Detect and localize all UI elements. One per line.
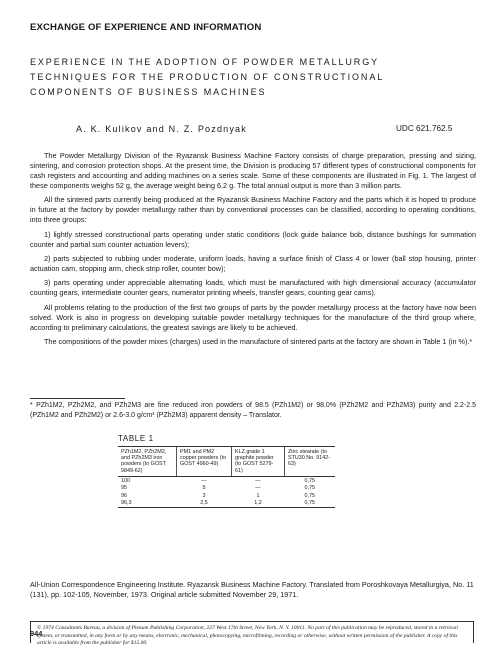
body-paragraph: All the sintered parts currently being produced at the Ryazansk Business Machine Factory and the parts which it is hoped to produce in future at the factory by powder metallurgy rather than by conventional processes can be classified, according to operating conditions, into three groups: bbox=[30, 195, 476, 225]
table-row bbox=[118, 492, 335, 500]
translator-footnote: * PZh1M2, PZh2M2, and PZh2M3 are fine reduced iron powders of 98.5 (PZh1M2) or 98.0% (PZh2M2 and PZh2M3) purity and 2.2-2.5 (PZh1M2 and PZh2M2) or 2.6-3.0 g/cm³ (PZh2M3) apparent density – Translator. bbox=[30, 402, 476, 419]
table-cell: — bbox=[201, 477, 207, 484]
table-row bbox=[118, 476, 335, 484]
body-paragraph: 1) lightly stressed constructional parts operating under static conditions (lock guide balance bob, distance bushings for summation counter and partial sum counter actuation levers); bbox=[30, 229, 476, 249]
udc-code: UDC 621.762.5 bbox=[396, 124, 453, 133]
body-paragraph: All problems relating to the production of the first two groups of parts by the powder metallurgy process at the factory have now been solved. Work is also in progress on developing suitable powder metallurgy techniques for the manufacture of the third group where, according to preliminary calculations, the greatest savings are likely to be achieved. bbox=[30, 302, 476, 332]
copyright-box: © 1974 Consultants Bureau, a division of Plenum Publishing Corporation, 227 West 17th Street, New York, N. Y. 10011. No part of this publication may be reproduced, stored in a retrieval system, or transmitted, in any form or by any means, electronic, mechanical, photocopying, microfilming, recording or otherwise, without written permission of the publisher. A copy of this article is available from the publisher for $15.00. bbox=[30, 621, 474, 643]
table-cell: 0,75 bbox=[304, 477, 315, 484]
table-cell: 96,3 bbox=[118, 500, 177, 508]
article-body bbox=[30, 151, 476, 351]
affiliation-note: All-Union Correspondence Engineering Institute. Ryazansk Business Machine Factory. Translated from Poroshkovaya Metallurgiya, No. 11 (131), pp. 102-105, November, 1973. Original article submitted November 29, 1971. bbox=[30, 580, 474, 600]
table-cell: — bbox=[255, 477, 261, 484]
body-paragraph: 3) parts operating under appreciable alternating loads, which must be manufactured with high dimensional accuracy (accumulator counting gears, intermediate counter gears, numerator printing wheels, transfer gears, counting gear cams). bbox=[30, 278, 476, 298]
table-cell: — bbox=[255, 485, 261, 492]
table-cell: 1 bbox=[256, 492, 260, 499]
page-number: 944 bbox=[30, 629, 43, 638]
composition-table bbox=[118, 446, 335, 508]
table-cell: 0,75 bbox=[285, 500, 336, 508]
table-cell: 3 bbox=[202, 492, 206, 499]
table-cell: 1,2 bbox=[232, 500, 285, 508]
table-cell: 2,5 bbox=[177, 500, 232, 508]
article-title: EXPERIENCE IN THE ADOPTION OF POWDER METALLURGY TECHNIQUES FOR THE PRODUCTION OF CONSTRUCTIONAL COMPONENTS OF BUSINESS MACHINES bbox=[30, 57, 384, 98]
table-cell: 100 bbox=[121, 477, 130, 484]
article-authors: A. K. Kulikov and N. Z. Pozdnyak bbox=[76, 124, 247, 134]
table-cell: 95 bbox=[121, 485, 127, 492]
table-cell: 0,75 bbox=[304, 492, 315, 499]
table-cell: 5 bbox=[202, 485, 206, 492]
section-heading: EXCHANGE OF EXPERIENCE AND INFORMATION bbox=[30, 22, 262, 33]
body-paragraph: The compositions of the powder mixes (charges) used in the manufacture of sintered parts at the factory are shown in Table 1 (in %).* bbox=[44, 336, 473, 346]
table-row bbox=[118, 500, 335, 508]
table-label: TABLE 1 bbox=[118, 434, 154, 443]
table-header-graphite: KLZ grade 1 graphite powder (to GOST 5279-61) bbox=[232, 447, 285, 477]
footnote-rule bbox=[30, 398, 125, 399]
table-header-copper: PM1 and PM2 copper powders (to GOST 4960-49) bbox=[177, 447, 232, 477]
table-header-iron: PZh1M2, PZh2M2, and PZh2M3 iron powders (to GOST 9849-62) bbox=[118, 447, 177, 477]
table-header-zinc: Zinc stearate (to STU30 No. 9142-63) bbox=[285, 447, 336, 477]
table-row bbox=[118, 484, 335, 492]
table-cell: 96 bbox=[121, 492, 127, 499]
body-paragraph: 2) parts subjected to rubbing under moderate, uniform loads, having a surface finish of Class 4 or lower (ball stop housing, printer actuation cam, stopping arm, check strip roller, counter bow); bbox=[30, 253, 476, 274]
table-cell: 0,75 bbox=[304, 485, 315, 492]
body-paragraph: The Powder Metallurgy Division of the Ryazansk Business Machine Factory consists of charge preparation, pressing and sizing, sintering, and corrosion protection shops. At the present time, the Division is producing 57 different types of constructional components for cash registers and accounting and adding machines on a series scale. Some of these components are illustrated in Fig. 1. The largest of these components weighs 52 g, the average weight being 6.2 g. The total annual output is more than 3 million parts. bbox=[30, 151, 476, 191]
